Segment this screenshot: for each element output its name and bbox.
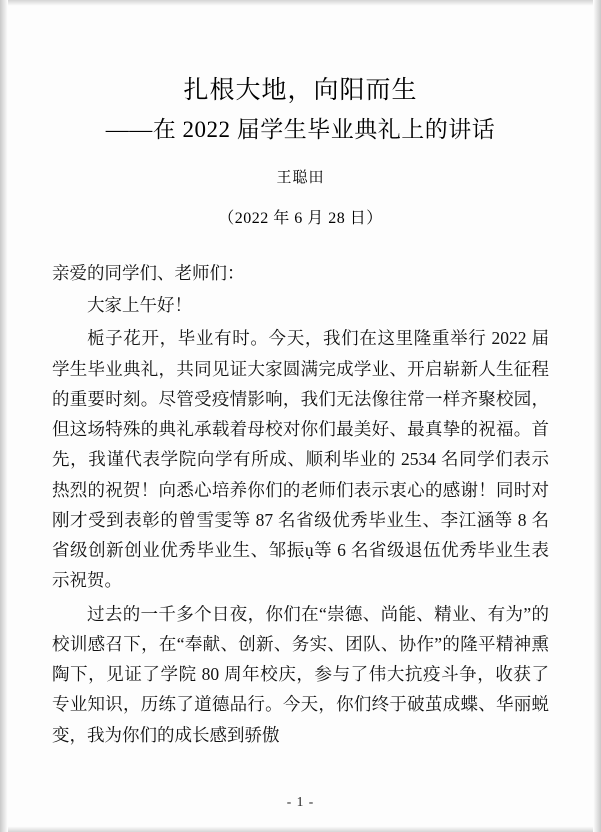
document-title: 扎根大地，向阳而生 <box>183 77 418 104</box>
page-number: - 1 - <box>286 794 315 809</box>
title-block <box>52 74 549 228</box>
page-edge-top <box>0 0 601 6</box>
document-content <box>0 74 601 750</box>
paragraph-1: 大家上午好！ <box>87 295 192 316</box>
document-author: 王聪田 <box>276 169 325 186</box>
salutation: 亲爱的同学们、老师们： <box>52 262 245 283</box>
page-edge-bottom <box>0 826 601 832</box>
document-body <box>52 258 549 750</box>
document-date: （2022 年 6 月 28 日） <box>218 209 383 227</box>
paragraph-2: 栀子花开，毕业有时。今天，我们在这里隆重举行 2022 届学生毕业典礼，共同见证大家圆满完成学业、开启崭新人生征程的重要时刻。尽管受疫情影响，我们无法像往常一样齐聚校园，但这场特殊的典礼承载着母校对你们最美好、最真挚的祝福。首先，我谨代表学院向学有所成、顺利毕业的 2534 名同学们表示热烈的祝贺！向悉心培养你们的老师们表示衷心的感谢！同时对刚才受到表彰的曾雪雯等 87 名省级优秀毕业生、李江涵等 8 名省级创新创业优秀毕业生、邹振ụ等 6 名省级退伍优秀毕业生表示祝贺。 <box>52 328 549 591</box>
document-subtitle: ——在 2022 届学生毕业典礼上的讲话 <box>105 116 496 142</box>
paragraph-3: 过去的一千多个日夜，你们在“崇德、尚能、精业、有为”的校训感召下，在“奉献、创新、务实、团队、协作”的隆平精神熏陶下，见证了学院 80 周年校庆，参与了伟大抗疫斗争，收获了专业知识，历练了道德品行。今天，你们终于破茧成蝶、华丽蜕变，我为你们的成长感到骄傲 <box>52 603 549 745</box>
